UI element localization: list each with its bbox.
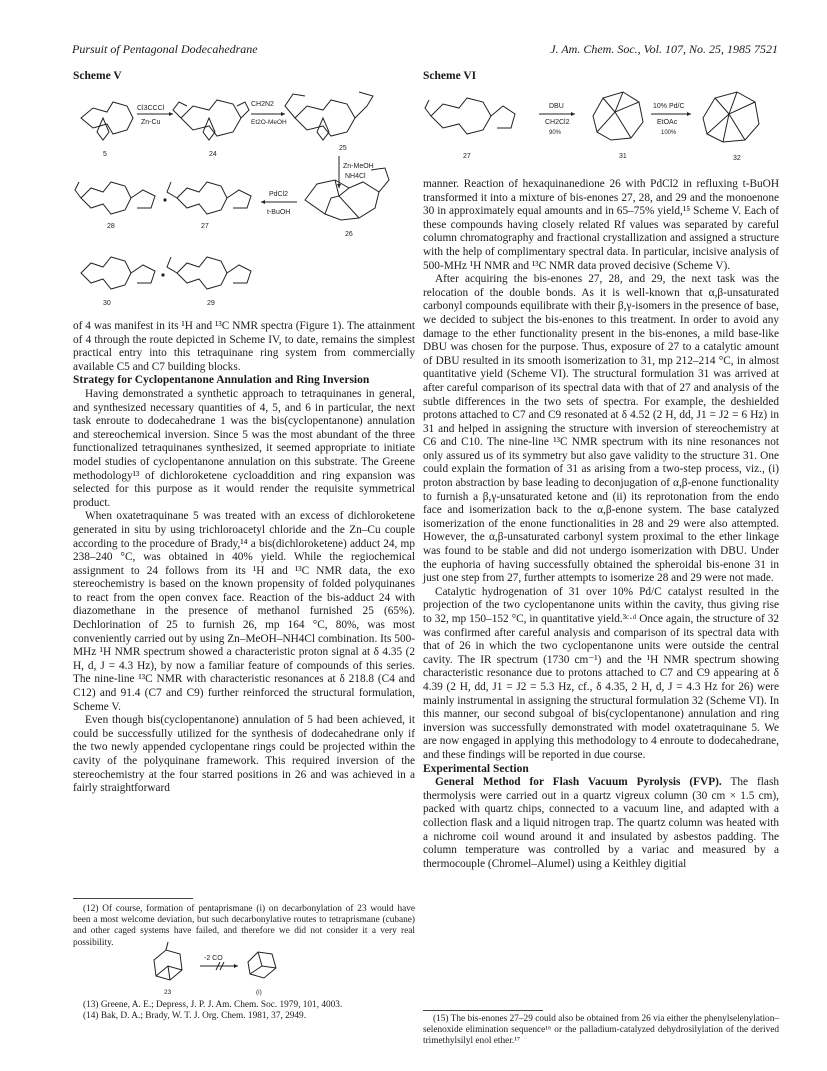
- label-26: 26: [345, 231, 353, 238]
- right-paragraph-3: Catalytic hydrogenation of 31 over 10% Pd/C catalyst resulted in the projection of the two cyclopentanone units within the cavity, thus giving rise to 32, mp 150–152 °C, in quantitative yield.³ᶜ·ᵈ Once again, the structure of 32 was confirmed after careful analysis and comparison of its spectral data with that of 26 in which the two cyclopentanone units were outside the central cavity. The IR spectrum (1730 cm⁻¹) and the ¹H NMR spectrum showing characteristic resonance due to protons attached to C7 and C9 appearing at δ 4.39 (2 H, dd, J1 = J2 = 5.3 Hz, cf., δ 4.35, 2 H, d, J = 4.3 Hz for 26) were mainly instrumental in assigning the structural formulation 32 (Scheme VI). In this manner, our second subgoal of bis(cyclopentanone) annulation and ring inversion was successfully demonstrated with model oxatetraquinane 5. We are now engaged in applying this methodology to 4 enroute to dodecahedrane, and these findings will be reported in due course.: [423, 585, 779, 761]
- reagent-3b: NH4Cl: [345, 173, 366, 180]
- footnote-rule-right: [423, 1010, 543, 1011]
- label-28: 28: [107, 223, 115, 230]
- reagent-s6-1b: CH2Cl2: [545, 119, 570, 126]
- right-paragraph-2: After acquiring the bis-enones 27, 28, and 29, the next task was the relocation of the double bonds. As it is well-known that α,β-unsaturated carbonyl compounds equilibrate with their β,γ-isomers in the presence of base, we decided to subject the bis-enones to this treatment. In order to avoid any damage to the ether functionality present in the bis-enones, a mild base-like DBU was chosen for the purpose. Thus, exposure of 27 to a catalytic amount of DBU resulted in its smooth isomerization to 31, mp 212–214 °C, in almost quantitative yield (Scheme VI). The structural formulation 31 was arrived at after careful comparison of its spectral data with that of 27 and analysis of the subtle differences in the two sets of spectra. For example, the deshielded protons attached to C7 and C9 resonated at δ 4.52 (2 H, dd, J1 = J2 = 6 Hz) in 31 and helped in assigning the structure with inversion of stereochemistry at C6 and C10. The nine-line ¹³C NMR spectrum with its nine resonances not only assured us of its symmetry but also gave validity to the structure 31. One could explain the formation of 31 as arising from a two-step process, viz., (i) proton abstraction by base leading to deconjugation of α,β-enone functionality to furnish a β,γ-unsaturated ketone and (ii) its reprotonation from the endo face and isomerization back to the α,β-enone system. The base catalyzed isomerization of the enone functionalities in 28 and 29 were also attempted. However, the α,β-unsaturated carbonyl system proximal to the ether linkage was found to be stable and did not undergo isomerization with DBU. Under the euphoria of having successfully obtained the spheroidal bis-enone 31 in just one step from 27, further attempts to isomerize 28 and 29 were not made.: [423, 273, 779, 585]
- structure-27-s6: [425, 98, 515, 134]
- footnotes-13-14: [73, 1000, 415, 1022]
- footnote-15: [423, 1014, 779, 1048]
- reagent-4b: t-BuOH: [267, 209, 291, 216]
- reagent-4a: PdCl2: [269, 191, 289, 198]
- structure-30: [81, 257, 155, 289]
- running-header-left: Pursuit of Pentagonal Dodecahedrane: [72, 42, 258, 56]
- fn12-reagent: -2 CO: [204, 955, 223, 962]
- footnote-13-text: (13) Greene, A. E.; Depress, J. P. J. Am. Chem. Soc. 1979, 101, 4003.: [83, 1000, 343, 1010]
- structure-24: [173, 100, 249, 140]
- footnote-14-text: (14) Bak, D. A.; Brady, W. T. J. Org. Chem. 1981, 37, 2949.: [83, 1011, 307, 1022]
- scheme-5-title: Scheme V: [73, 70, 122, 82]
- left-paragraph-3: When oxatetraquinane 5 was treated with an excess of dichloroketene generated in situ by using trichloroacetyl chloride and the Zn–Cu couple according to the procedure of Brady,¹⁴ a bis(dichloroketene) adduct 24, mp 238–240 °C, was obtained in 40% yield. While the regiochemical assignment to 24 follows from its ¹H and ¹³C NMR data, the exo stereochemistry is based on the known propensity of folded polyquinanes to react from the open convex face. Reaction of the bis-adduct 24 with diazomethane in the presence of methanol furnished 25 (65%). Dechlorination of 25 to furnish 26, mp 164 °C, 80%, was most conveniently carried out by using Zn–MeOH–NH4Cl combination. Its 500-MHz ¹H NMR spectrum showed a characteristic proton signal at δ 4.35 (2 H, d, J = 4.3 Hz), by now a familiar feature of compounds of this series. The nine-line ¹³C NMR with characteristic resonances at δ 218.8 (C4 and C12) and 91.4 (C7 and C9) further reinforced the structural formulation, Scheme V.: [73, 510, 415, 713]
- structure-5: [81, 102, 133, 140]
- reagent-1b: Zn-Cu: [141, 119, 161, 126]
- right-paragraph-1: manner. Reaction of hexaquinanedione 26 with PdCl2 in refluxing t-BuOH transformed it into a mixture of bis-enones 27, 28, and 29 and the monoenone 30 in approximately equal amounts and in 65–75% yield,¹⁵ Scheme V. Each of these compounds having closely related Rf values was separated by careful column chromatography and fractional crystallization and assigned a structure with the help of complimentary spectral data. In particular, incisive analysis of 500-MHz ¹H NMR and ¹³C NMR data proved decisive (Scheme V).: [423, 178, 779, 272]
- running-header-right: J. Am. Chem. Soc., Vol. 107, No. 25, 1985 7521: [550, 42, 778, 56]
- section-heading-strategy: Strategy for Cyclopentanone Annulation and Ring Inversion: [73, 374, 370, 387]
- right-paragraph-4: [423, 776, 779, 871]
- label-27-s6: 27: [463, 153, 471, 160]
- left-paragraph-2: Having demonstrated a synthetic approach to tetraquinanes in general, and synthesized necessary quantities of 4, 5, and 6 in particular, the next task enroute to dodecahedrane 1 was the bis(cyclopentanone) annulation and stereochemical inversion. Since 5 was the most abundant of the three functionalized tetraquinanes synthesized, it seemed appropriate to initiate model studies of cyclopentanone annulation on this substrate. The Greene methodology¹³ of dichloroketene cycloaddition and ring expansion was selected for this purpose as it would render the requisite symmetrical product.: [73, 387, 415, 509]
- structure-29: [167, 257, 251, 289]
- fn12-label-i: (i): [256, 989, 262, 996]
- scheme-6-diagram: [423, 88, 779, 168]
- label-5: 5: [103, 151, 107, 158]
- left-column: [73, 320, 415, 796]
- left-paragraph-4: Even though bis(cyclopentanone) annulation of 5 had been achieved, it could be successfully utilized for the synthesis of dodecahedrane only if the two newly appended cyclopentane rings could be projected within the cavity of the polyquinane framework. This required inversion of the stereochemistry at the four starred positions in 26 and was achieved in a fairly straightforward: [73, 714, 415, 795]
- structure-27: [167, 182, 251, 214]
- label-24: 24: [209, 151, 217, 158]
- reagent-s6-2b: EtOAc: [657, 119, 678, 126]
- left-paragraph-1: of 4 was manifest in its ¹H and ¹³C NMR spectra (Figure 1). The attainment of 4 through the route depicted in Scheme IV, to date, remains the simplest practical entry into this tetraquinane ring system from commercially available C5 and C7 building blocks.: [73, 320, 415, 373]
- structure-32: [703, 92, 759, 142]
- label-31: 31: [619, 153, 627, 160]
- structure-25: [285, 92, 373, 140]
- reagent-2b: Et2O-MeOH: [251, 119, 287, 126]
- structure-28: [75, 182, 155, 214]
- footnote-12-diagram: [140, 940, 300, 996]
- reagent-s6-2c: 100%: [661, 130, 677, 136]
- label-32: 32: [733, 155, 741, 162]
- label-29: 29: [207, 300, 215, 307]
- label-30: 30: [103, 300, 111, 307]
- right-column: [423, 178, 779, 871]
- scheme-5-diagram: [73, 88, 415, 313]
- fn12-label-23: 23: [164, 989, 172, 996]
- structure-pentaprismane: [248, 952, 276, 978]
- structure-31: [593, 92, 643, 140]
- footnote-rule-left: [73, 898, 193, 899]
- reagent-3a: Zn-MeOH: [343, 163, 374, 170]
- reagent-1a: Cl3CCCl: [137, 105, 165, 112]
- fvp-text: The flash thermolysis were carried out in a quartz vigreux column (30 cm × 1.5 cm), packed with quartz chips, connected to a vacuum line, and adapted with a collection flask and a liquid nitrogen trap. The quartz column was heated with a nichrome coil wound around it and insulated by asbestos padding. The column temperature was controlled by a variac and measured by a thermocouple (Chromel–Alumel) using a Keithley digitial: [423, 776, 779, 870]
- fvp-heading: General Method for Flash Vacuum Pyrolysis (FVP).: [435, 776, 722, 789]
- reagent-s6-2a: 10% Pd/C: [653, 103, 685, 110]
- reagent-s6-1a: DBU: [549, 103, 564, 110]
- reagent-s6-1c: 90%: [549, 130, 562, 136]
- footnote-15-text: (15) The bis-enones 27–29 could also be obtained from 26 via either the phenylselenylation–selenoxide elimination sequence¹⁶ or the palladium-catalyzed dehydrosilylation of the derived trimethylsilyl enol ether.¹⁷: [423, 1014, 779, 1047]
- reagent-2a: CH2N2: [251, 101, 274, 108]
- label-27: 27: [201, 223, 209, 230]
- label-25: 25: [339, 145, 347, 152]
- scheme-6-title: Scheme VI: [423, 70, 477, 82]
- footnote-12-text: (12) Of course, formation of pentaprismane (i) on decarbonylation of 23 would have been a most welcome deviation, but such decarbonylative routes to tetraprismane (cubane) and other caged systems have failed, and therefore we did not consider it a very real possibility.: [73, 904, 415, 948]
- section-heading-experimental: Experimental Section: [423, 762, 529, 775]
- structure-23: [154, 942, 182, 980]
